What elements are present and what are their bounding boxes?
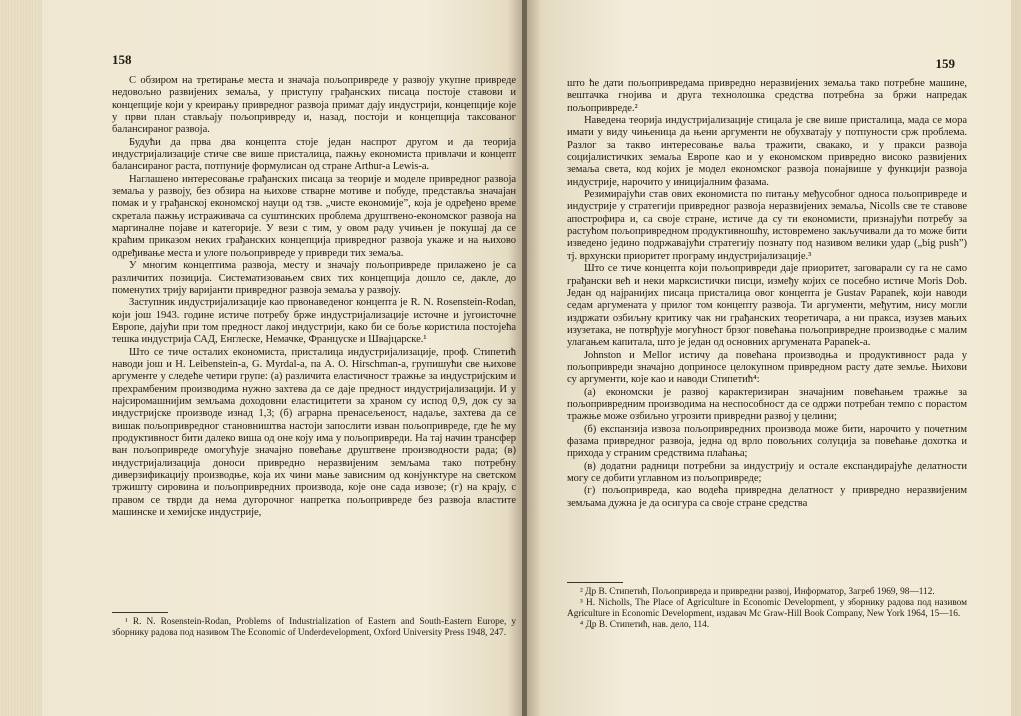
paragraph: Што се тиче концепта који пољопривреди даје приоритет, заговарали су га не само грађански већ и неки марксистички писци, између којих се посебно истиче Moris Dob. Један од најранијих писаца присталица овог концепта је Gustav Papanek, који наводи седам аргумената у прилог том концепту развоја. Ти аргументи, међутим, нису могли издржати озбиљну критику чак ни грађанских теоретичара, а ни пракса, изузев мањих изузетака, не потврђује могућност брзог повећања пољопривредне производње с малим улагањем капитала, што је један од основних аргумената Papanek-а. xyxy=(567,263,967,349)
paragraph: Резимирајући став ових економиста по питању међусобног односа пољопривреде и индустрије у стратегији привредног развоја неразвијених земаља, Nicolls све те ставове апострофира и, са своје стране, истиче да су ти економисти, признајући потребу за растућом пољопривредном продуктивношћу, истовремено закључивали да то може бити изведено једино подржавајући стратегију познату под називом велики удар („big push”) тј. врхунски приоритет програму индустријализације.³ xyxy=(567,189,967,262)
footnote: ⁴ Др В. Стипетић, нав. дело, 114. xyxy=(580,620,710,630)
paragraph: Johnston и Mellor истичу да повећана производња и продуктивност рада у пољопривреди значајно доприносе целокупном привредном расту дате земље. Њихови су аргументи, које као и наводи Стипетић⁴: xyxy=(567,349,967,386)
footnote: ³ H. Nicholls, The Place of Agriculture in Economic Development, у зборнику радова под називом Agriculture in Economic Development, издавач Mc Graw-Hill Book Company, New York 1964, 15—16. xyxy=(567,598,967,619)
footnotes xyxy=(567,587,967,631)
right-page xyxy=(527,0,1021,716)
paragraph: Будући да прва два концепта стоје један наспрот другом и да теорија индустријализације стиче све више присталица, пажњу економиста привлачи и концепт балансираног раста, потпуније формулисан од стране Arthur-а Lewis-а. xyxy=(112,136,516,173)
paragraph: Заступник индустријализације као првонаведеног концепта је R. N. Rosenstein-Rodan, који још 1943. године истиче потребу брже индустријализације источне и југоисточне Европе, дајући при том предност лакој индустрији, како би се боље користила постојећа тешка индустрија САД, Енглеске, Немачке, Француске и Швајцарске.¹ xyxy=(112,297,516,346)
page-number: 158 xyxy=(112,52,132,67)
page-number: 159 xyxy=(935,56,955,71)
footnote-rule xyxy=(567,582,623,583)
paragraph: У многим концептима развоја, месту и значају пољопривреде прилажено је са различитих позиција. Систематизовањем свих тих концепција дошло се, дакле, до поменутих трију варијанти привредног развоја земаља у развоју. xyxy=(112,260,516,296)
paragraph: што ће дати пољопривредама привредно неразвијених земаља тако потребне машине, вештачка гнојива и друга технолошка средства потребна за бржи напредак пољопривреде.² xyxy=(567,78,967,114)
page-stack-edge xyxy=(0,0,42,716)
body-text xyxy=(567,78,967,510)
paragraph: С обзиром на третирање места и значаја пољопривреде у развоју укупне привреде недовољно развијених земаља, у приступу грађанских писаца постоје ставови и концепције који у креирању привредног развоја примат дају индустрији, концепције које у први план стављају пољопривреду и, назад, постоји и концепција таксованог балансираног развоја. xyxy=(112,75,516,136)
paragraph: (б) експанзија извоза пољопривредних производа може бити, нарочито у почетним фазама привредног развоја, једна од врло повољних солуција за повећање дохотка и прихода у страним средствима плаћања; xyxy=(567,423,967,460)
left-page xyxy=(42,0,522,716)
footnote-rule xyxy=(112,612,168,613)
paragraph: (г) пољопривреда, као водећа привредна делатност у привредно неразвијеним земљама дужна је да осигура са своје стране средства xyxy=(567,485,967,509)
body-text xyxy=(112,75,516,519)
footnote: ¹ R. N. Rosenstein-Rodan, Problems of Industrialization of Eastern and South-Eastern Europe, у зборнику радова под називом The Economic of Underdevelopment, Oxford University Press 1948, 247. xyxy=(112,617,516,638)
paragraph: Што се тиче осталих економиста, присталица индустријализације, проф. Стипетић наводи још и H. Leibenstein-а, G. Myrdal-а, па A. O. Hirschman-а, групишући све њихове аргументе у следеће четири групе: (а) различита еластичност тражње за индустријским и прехрамбеним производима нужно захтева да се даје предност индустријализацији. И у најсиромашнијим земљама доходовни еластицитети за храном су испод 0,9, док су за индустријске производе изнад 1,3; (б) аграрна пренасељеност, надаље, захтева да се вишак пољопривредног становништва настоји запослити изван пољопривреде, где ће му продуктивност бити далеко виша од оне коју има у пољопривреди. На тај начин трансфер ван пољопривреде омогућује значајно повећање друштвене производности рада; (в) индустријализација доноси привредно неразвијеним земљама тако потребну диверзификацију производње, која их чини мање зависним од конјунктуре на светском тржишту сировина и пољопривредних производа, које оне сада извозе; (г) на крају, с правом се тврди да нема дугорочног напретка пољопривреде без развоја властите машинске и хемијске индустрије, xyxy=(112,346,516,519)
footnote: ² Др В. Стипетић, Пољопривреда и привредни развој, Информатор, Загреб 1969, 98—112. xyxy=(580,587,935,597)
paragraph: Наглашено интересовање грађанских писаца за теорије и моделе привредног развоја земаља у развоју, без обзира на њихове стварне мотиве и побуде, представља значајан помак и у грађанској економској науци од тзв. „чисте економије”, која је одређено време скретала пажњу истраживача са суштинских проблема друштвено-економског развоја на маргиналне појаве и категорије. У вези с тим, у овом раду учињен је покушај да се краћим приказом неких грађанских концепција привредног развоја укаже и на њихово одређивање места и улоге пољопривреде у привреди тих земаља. xyxy=(112,173,516,259)
footnotes xyxy=(112,617,516,639)
paragraph: (а) економски је развој карактеризиран значајним повећањем тражње за пољопривредним производима на неспособност да се одржи потребан темпо с порастом тражње може озбиљно угрозити привредни развој у целини; xyxy=(567,386,967,423)
page-stack-edge xyxy=(1011,0,1021,716)
paragraph: (в) додатни радници потребни за индустрију и остале експандирајуће делатности могу се добити углавном из пољопривреде; xyxy=(567,460,967,484)
paragraph: Наведена теорија индустријализације стицала је све више присталица, мада се мора имати у виду чињеница да њени аргументи не обухватају у потпуности срж проблема. Разлог за такво интересовање ваља тражити, свакако, и у пракси развоја социјалистичких земаља Европе као и у економском привредно високо развијених земаља света, код којих је модел економског развоја понајвише у функцији развоја индустрије, нарочито у иницијалним фазама. xyxy=(567,115,967,188)
